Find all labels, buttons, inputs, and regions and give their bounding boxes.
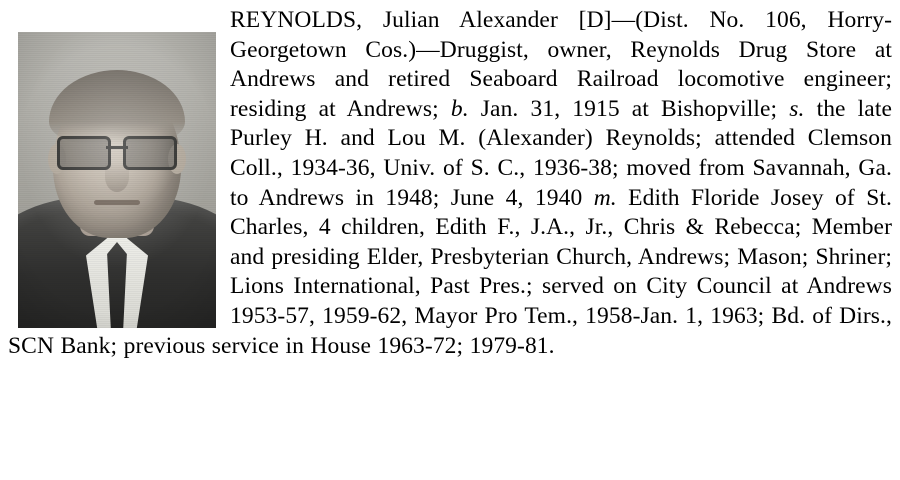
photo-grain (18, 32, 216, 328)
entry-text-run: the late Purley H. and Lou M. (Alexander) Reynolds; attended Clemson Coll., 1934-36, Univ. of S. C., 1936-38; moved from Savannah, Ga. to Andrews in 1948; June 4, 1940 (230, 95, 892, 211)
abbrev-italic: s. (789, 95, 805, 122)
entry-text-run: REYNOLDS, Julian Alexander [D]—(Dist. No. 106, Horry-Georgetown Cos.)—Druggist, owner, Reynolds Drug Store at Andrews and retired Seaboard Railroad locomotive engineer; residing at Andrews; (230, 7, 892, 122)
entry-text-run: Edith Floride Josey of St. Charles, 4 children, Edith F., J.A., Jr., Chris & Rebecca; Member and presiding Elder, Presbyterian Church, Andrews; Mason; Shriner; Lions International, Past Pres.; served on City Council at Andrews 1953-57, 1959-62, Mayor Pro Tem., 1958-Jan. 1, 1963; Bd. of Dirs., SCN Bank; previous service in House 1963-72; 1979-81. (8, 184, 892, 359)
abbrev-italic: m. (593, 184, 617, 211)
portrait-photo (18, 32, 216, 328)
entry-text-run: Jan. 31, 1915 at Bishopville; (468, 95, 790, 122)
abbrev-italic: b. (450, 95, 469, 122)
